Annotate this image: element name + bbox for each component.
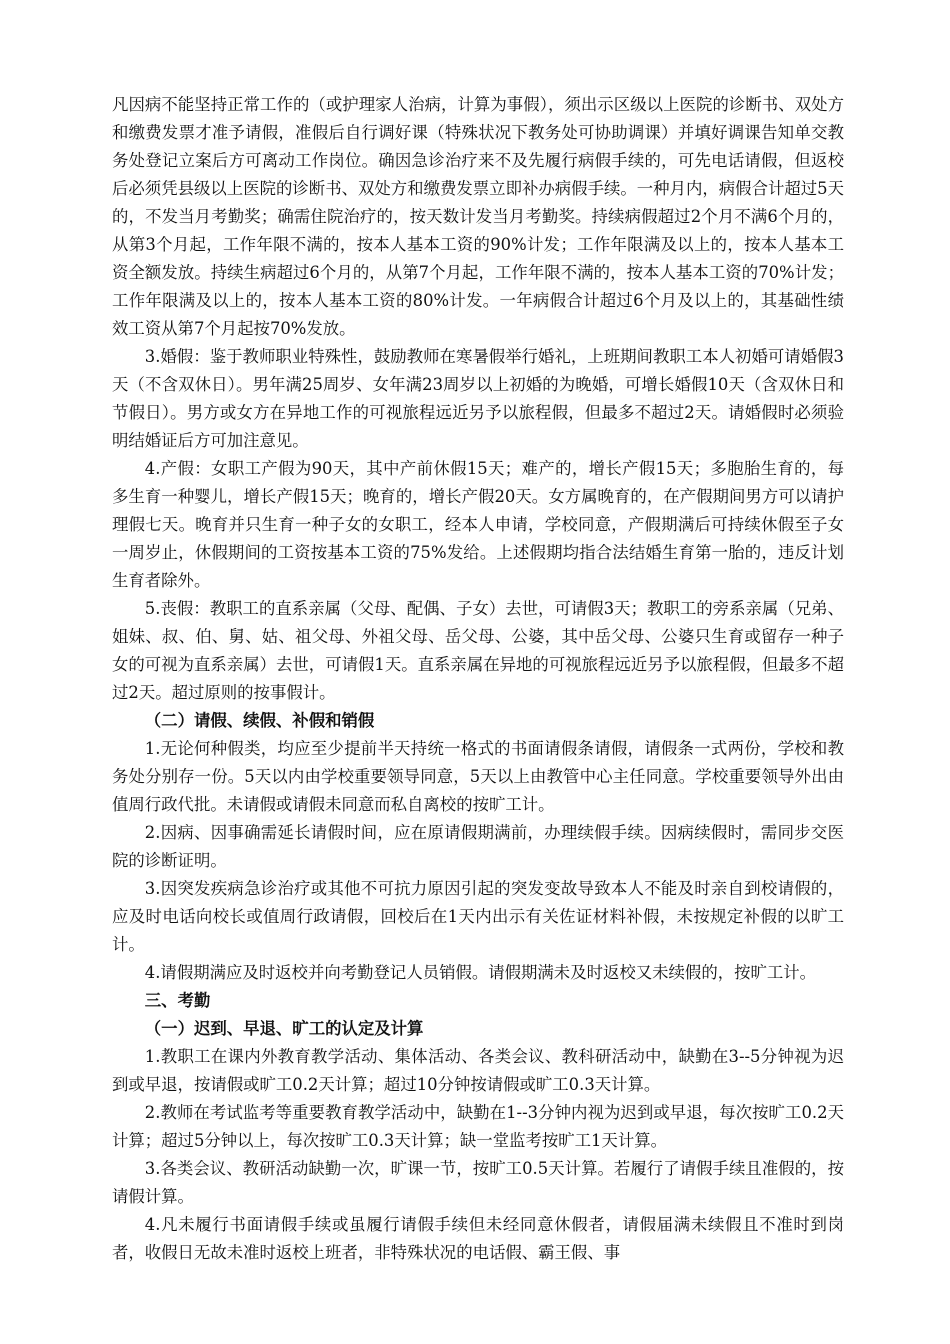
paragraph-leave-extension: 2.因病、因事确需延长请假时间，应在原请假期满前，办理续假手续。因病续假时，需同步交医院的诊断证明。	[112, 823, 844, 870]
paragraph-lateness-rule-1: 1.教职工在课内外教育教学活动、集体活动、各类会议、教科研活动中，缺勤在3--5分钟视为迟到或早退，按请假或旷工0.2天计算；超过10分钟按请假或旷工0.3天计算。	[112, 1047, 844, 1094]
section-heading-lateness: （一）迟到、早退、旷工的认定及计算	[144, 1019, 424, 1038]
paragraph-lateness-rule-2: 2.教师在考试监考等重要教育教学活动中，缺勤在1--3分钟内视为迟到或早退，每次按旷工0.2天计算；超过5分钟以上，每次按旷工0.3天计算；缺一堂监考按旷工1天计算。	[112, 1103, 844, 1150]
paragraph-marriage-leave: 3.婚假：鉴于教师职业特殊性，鼓励教师在寒暑假举行婚礼，上班期间教职工本人初婚可请婚假3天（不含双休日）。男年满25周岁、女年满23周岁以上初婚的为晚婚，可增长婚假10天（含双休日和节假日）。男方或女方在异地工作的可视旅程远近另予以旅程假，但最多不超过2天。请婚假时必须验明结婚证后方可加注意见。	[112, 347, 844, 450]
section-heading-leave-procedures: （二）请假、续假、补假和销假	[144, 711, 375, 730]
paragraph-lateness-rule-3: 3.各类会议、教研活动缺勤一次，旷课一节，按旷工0.5天计算。若履行了请假手续且准假的，按请假计算。	[112, 1159, 844, 1206]
chapter-heading-attendance: 三、考勤	[144, 991, 211, 1010]
paragraph-bereavement-leave: 5.丧假：教职工的直系亲属（父母、配偶、子女）去世，可请假3天；教职工的旁系亲属（兄弟、姐妹、叔、伯、舅、姑、祖父母、外祖父母、岳父母、公婆，其中岳父母、公婆只生育或留存一种子女的可视为直系亲属）去世，可请假1天。直系亲属在异地的可视旅程远近另予以旅程假，但最多不超过2天。超过原则的按事假计。	[112, 599, 844, 702]
paragraph-maternity-leave: 4.产假：女职工产假为90天，其中产前休假15天；难产的，增长产假15天；多胞胎生育的，每多生育一种婴儿，增长产假15天；晚育的，增长产假20天。女方属晚育的，在产假期间男方可以请护理假七天。晚育并只生育一种子女的女职工，经本人申请，学校同意，产假期满后可持续休假至子女一周岁止，休假期间的工资按基本工资的75%发给。上述假期均指合法结婚生育第一胎的，违反计划生育者除外。	[112, 459, 844, 590]
paragraph-leave-request: 1.无论何种假类，均应至少提前半天持统一格式的书面请假条请假，请假条一式两份，学校和教务处分别存一份。5天以内由学校重要领导同意，5天以上由教管中心主任同意。学校重要领导外出由值周行政代批。未请假或请假未同意而私自离校的按旷工计。	[112, 739, 844, 814]
paragraph-cancel-leave: 4.请假期满应及时返校并向考勤登记人员销假。请假期满未及时返校又未续假的，按旷工计。	[144, 963, 817, 982]
paragraph-sick-leave-continued: 凡因病不能坚持正常工作的（或护理家人治病，计算为事假），须出示区级以上医院的诊断书、双处方和缴费发票才准予请假，准假后自行调好课（特殊状况下教务处可协助调课）并填好调课告知单交教务处登记立案后方可离动工作岗位。确因急诊治疗来不及先履行病假手续的，可先电话请假，但返校后必须凭县级以上医院的诊断书、双处方和缴费发票立即补办病假手续。一种月内，病假合计超过5天的，不发当月考勤奖；确需住院治疗的，按天数计发当月考勤奖。持续病假超过2个月不满6个月的，从第3个月起，工作年限不满的，按本人基本工资的90%计发；工作年限满及以上的，按本人基本工资全额发放。持续生病超过6个月的，从第7个月起，工作年限不满的，按本人基本工资的70%计发；工作年限满及以上的，按本人基本工资的80%计发。一年病假合计超过6个月及以上的，其基础性绩效工资从第7个月起按70%发放。	[112, 95, 844, 338]
paragraph-lateness-rule-4: 4.凡未履行书面请假手续或虽履行请假手续但未经同意休假者，请假届满未续假且不准时到岗者，收假日无故未准时返校上班者，非特殊状况的电话假、霸王假、事	[112, 1215, 844, 1262]
paragraph-make-up-leave: 3.因突发疾病急诊治疗或其他不可抗力原因引起的突发变故导致本人不能及时亲自到校请假的，应及时电话向校长或值周行政请假，回校后在1天内出示有关佐证材料补假，未按规定补假的以旷工计。	[112, 879, 844, 954]
